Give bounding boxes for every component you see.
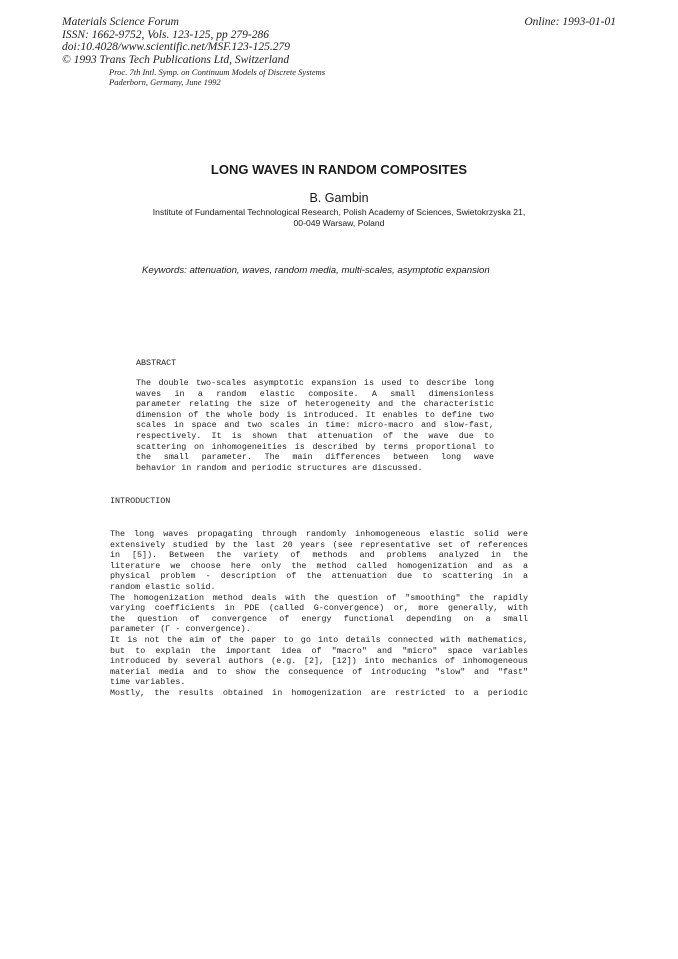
keywords: Keywords: attenuation, waves, random media, multi-scales, asymptotic expansion [142,265,490,276]
paper-title: LONG WAVES IN RANDOM COMPOSITES [210,162,468,177]
journal-name: Materials Science Forum [62,16,179,28]
intro-line: The long waves propagating through randomly inhomogeneous elastic solid were [110,529,528,539]
affiliation-line-1: Institute of Fundamental Technological Research, Polish Academy of Sciences, Swietokrzyska 21, [152,207,526,217]
intro-line: literature we choose here only the method called homogenization and as a [110,560,528,571]
intro-line: in [5]). Between the variety of methods and problems analyzed in the [110,550,528,561]
intro-line: physical problem - description of the attenuation due to scattering in a [110,571,528,582]
abstract-line: behavior in random and periodic structures are discussed. [136,462,423,473]
abstract-line: waves in a random elastic composite. A small dimensionless [136,388,494,399]
abstract-line: parameter relating the size of heterogeneity and the characteristic [136,399,494,410]
intro-line: random elastic solid. [110,581,216,592]
intro-line: the question of convergence of energy functional depending on a small [110,613,528,624]
proceedings-line-1: Proc. 7th Intl. Symp. on Continuum Models of Discrete Systems [109,67,326,77]
abstract-line: dimension of the whole body is introduced. It enables to define two [136,409,494,420]
abstract-line: scales in space and two scales in time: micro-macro and slow-fast, [136,420,494,431]
proceedings-info [109,67,325,87]
author-affiliation [0,207,678,229]
intro-line: It is not the aim of the paper to go into details connected with mathematics, [110,634,528,645]
online-date: Online: 1993-01-01 [524,16,616,28]
abstract-body [136,378,494,473]
journal-header [62,16,290,66]
proceedings-line-2: Paderborn, Germany, June 1992 [109,77,221,87]
affiliation-line-2: 00-049 Warsaw, Poland [293,218,385,228]
intro-line: material media and to show the consequence of introducing "slow" and "fast" [110,666,528,677]
abstract-line: respectively. It is shown that attenuation of the wave due to [136,430,494,441]
intro-line: but to explain the important idea of "macro" and "micro" space variables [110,645,528,656]
paper-author: B. Gambin [309,191,369,205]
intro-line: Mostly, the results obtained in homogenization are restricted to a periodic [110,687,528,698]
intro-line: extensively studied by the last 20 years (see representative set of references [110,539,528,550]
intro-line: varying coefficients in PDE (called G-convergence) or, more generally, with [110,603,528,614]
introduction-heading: INTRODUCTION [110,496,171,506]
intro-line: introduced by several authors (e.g. [2], [12]) into mechanics of inhomogeneous [110,656,528,667]
intro-line: The homogenization method deals with the question of "smoothing" the rapidly [110,592,528,603]
copyright-line: © 1993 Trans Tech Publications Ltd, Switzerland [62,53,290,66]
abstract-line: scattering on inhomogeneities is described by terms proportional to [136,441,494,452]
abstract-heading: ABSTRACT [136,358,177,368]
doi-line: doi:10.4028/www.scientific.net/MSF.123-125.279 [62,41,290,53]
abstract-line: the small parameter. The main differences between long wave [136,452,494,463]
intro-line: time variables. [110,677,186,688]
introduction-body [110,529,528,699]
intro-line: parameter (Γ - convergence). [110,624,251,635]
abstract-line: The double two-scales asymptotic expansion is used to describe long [136,378,494,388]
issn-line: ISSN: 1662-9752, Vols. 123-125, pp 279-286 [62,28,269,41]
